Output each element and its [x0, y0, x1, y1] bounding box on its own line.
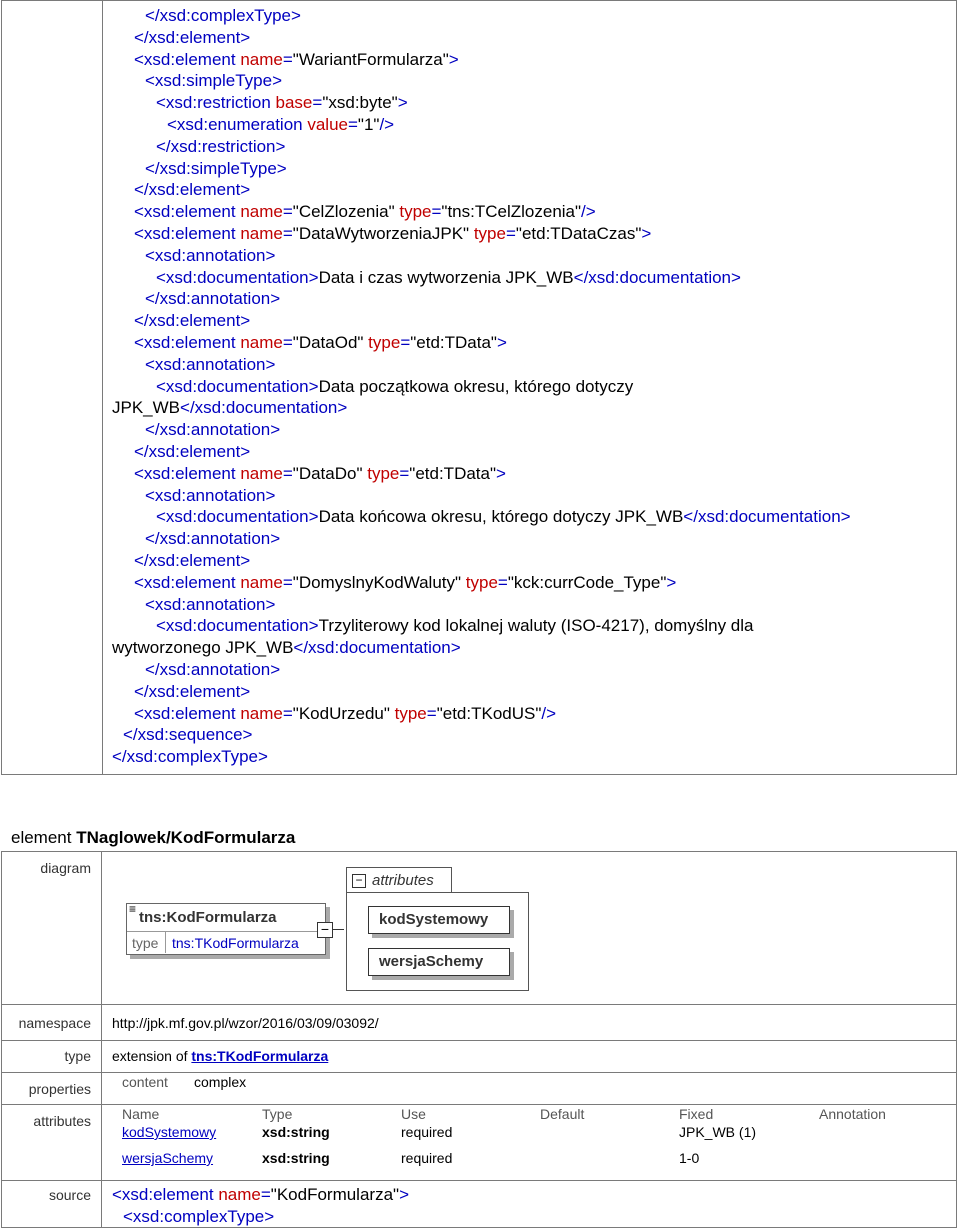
attribute-row-type: xsd:string	[262, 1124, 330, 1140]
code-token: </xsd:annotation>	[145, 289, 281, 309]
code-line	[112, 1206, 409, 1228]
attributes-collapse-icon[interactable]: −	[352, 874, 366, 888]
element-heading-prefix: element	[11, 828, 77, 847]
properties-key: content	[122, 1074, 168, 1090]
code-token: name	[240, 703, 283, 723]
code-token: "etd:TData"	[410, 332, 497, 352]
code-token: name	[240, 572, 283, 592]
code-token: "DataDo"	[292, 463, 368, 483]
code-token: <xsd:element	[134, 703, 241, 723]
attribute-row-name-link[interactable]: wersjaSchemy	[122, 1150, 214, 1166]
namespace-label: namespace	[2, 1005, 102, 1040]
code-token: <xsd:element	[134, 463, 241, 483]
code-token: >	[448, 49, 459, 69]
code-token: "etd:TDataCzas"	[515, 223, 642, 243]
code-token: />	[581, 202, 596, 222]
code-token: "WariantFormularza"	[292, 49, 449, 69]
source-code-block	[112, 5, 952, 768]
code-token: =	[312, 93, 323, 113]
code-token: name	[240, 332, 283, 352]
code-token: =	[505, 223, 516, 243]
code-token: </xsd:documentation>	[293, 638, 461, 658]
element-type-value: tns:TKodFormularza	[172, 935, 299, 951]
code-token: "DataWytworzeniaJPK"	[292, 223, 474, 243]
code-line	[112, 615, 952, 637]
code-token: =	[347, 114, 358, 134]
code-line	[112, 703, 952, 725]
code-line	[112, 637, 952, 659]
code-line	[112, 179, 952, 201]
code-line	[112, 485, 952, 507]
code-token: <xsd:simpleType>	[145, 71, 283, 91]
code-token: </xsd:documentation>	[180, 398, 348, 418]
code-line	[112, 310, 952, 332]
code-token: =	[282, 223, 293, 243]
code-token: <xsd:element	[134, 49, 241, 69]
code-token: name	[240, 223, 283, 243]
code-token: <xsd:element	[134, 223, 241, 243]
code-token: "etd:TKodUS"	[436, 703, 542, 723]
attributes-container	[346, 892, 529, 991]
code-token: </xsd:annotation>	[145, 529, 281, 549]
element-heading-name: TNaglowek/KodFormularza	[76, 828, 296, 847]
code-line	[112, 354, 952, 376]
code-token: <xsd:element	[134, 572, 241, 592]
namespace-row	[2, 1005, 956, 1041]
code-line	[112, 114, 952, 136]
code-token: </xsd:element>	[134, 27, 251, 47]
code-token: "tns:TCelZlozenia"	[441, 202, 582, 222]
code-token: name	[240, 202, 283, 222]
code-token: >	[399, 1185, 409, 1204]
code-token: >	[496, 332, 507, 352]
header-name: Name	[122, 1106, 160, 1122]
code-token: </xsd:element>	[134, 441, 251, 461]
code-line	[112, 92, 952, 114]
code-token: <xsd:element	[134, 332, 241, 352]
code-line	[112, 267, 952, 289]
attribute-row-fixed: 1-0	[679, 1150, 700, 1166]
code-token: name	[240, 463, 283, 483]
header-annotation: Annotation	[819, 1106, 886, 1122]
attribute-box-kodsystemowy[interactable]	[368, 906, 510, 934]
properties-value: complex	[194, 1074, 247, 1090]
element-type-label: type	[132, 935, 159, 951]
code-token: =	[282, 332, 293, 352]
type-row	[2, 1041, 956, 1073]
code-line	[112, 681, 952, 703]
code-line	[112, 27, 952, 49]
code-token: "KodUrzedu"	[292, 703, 395, 723]
code-line	[112, 724, 952, 746]
code-token: "KodFormularza"	[270, 1185, 400, 1204]
namespace-value: http://jpk.mf.gov.pl/wzor/2016/03/09/03092/	[112, 1015, 379, 1031]
code-line	[112, 288, 952, 310]
code-line	[112, 463, 952, 485]
code-token: <xsd:complexType>	[123, 1206, 275, 1226]
type-link[interactable]: tns:TKodFormularza	[191, 1048, 329, 1064]
code-token: />	[541, 703, 557, 723]
code-token: "CelZlozenia"	[292, 202, 400, 222]
code-token: </xsd:restriction>	[156, 136, 286, 156]
code-token: >	[666, 572, 677, 592]
code-token: "1"	[357, 114, 380, 134]
attribute-row-fixed: JPK_WB (1)	[679, 1124, 757, 1140]
code-token: type	[399, 202, 432, 222]
code-token: "DomyslnyKodWaluty"	[292, 572, 466, 592]
code-line	[112, 506, 952, 528]
attribute-row-use: required	[401, 1150, 453, 1166]
attributes-tab	[346, 867, 452, 894]
code-token: =	[282, 463, 293, 483]
code-token: =	[400, 332, 411, 352]
header-use: Use	[401, 1106, 426, 1122]
code-line	[112, 397, 952, 419]
code-line	[112, 376, 952, 398]
code-line	[112, 245, 952, 267]
code-token: </xsd:element>	[134, 681, 251, 701]
connector-line	[332, 929, 344, 930]
code-line	[112, 572, 952, 594]
code-line	[112, 5, 952, 27]
code-token: "kck:currCode_Type"	[507, 572, 667, 592]
code-token: </xsd:complexType>	[112, 747, 268, 767]
diagram-area	[102, 852, 957, 1004]
element-detail-table	[1, 851, 957, 1228]
code-line	[112, 594, 952, 616]
code-token: =	[426, 703, 437, 723]
code-token: <xsd:element	[112, 1185, 219, 1204]
code-token: "DataOd"	[292, 332, 369, 352]
attribute-box-wersjaschemy[interactable]	[368, 948, 510, 976]
code-token: base	[275, 93, 313, 113]
code-token: type	[368, 332, 401, 352]
code-token: <xsd:annotation>	[145, 245, 276, 265]
collapse-toggle-icon[interactable]: −	[317, 922, 333, 938]
code-token: </xsd:sequence>	[123, 725, 253, 745]
code-token: <xsd:restriction	[156, 93, 276, 113]
code-token: =	[399, 463, 410, 483]
code-token: =	[282, 703, 293, 723]
code-token: Data początkowa okresu, którego dotyczy	[318, 376, 634, 396]
code-token: <xsd:enumeration	[167, 114, 308, 134]
code-token: value	[307, 114, 348, 134]
code-line	[112, 223, 952, 245]
type-prefix: extension of	[112, 1048, 192, 1064]
element-heading	[11, 828, 295, 848]
code-token: <xsd:documentation>	[156, 376, 319, 396]
code-token: Data końcowa okresu, którego dotyczy JPK_WB	[318, 507, 684, 527]
code-token: <xsd:documentation>	[156, 507, 319, 527]
code-token: Data i czas wytworzenia JPK_WB	[318, 267, 574, 287]
code-token: "xsd:byte"	[322, 93, 398, 113]
code-token: </xsd:element>	[134, 180, 251, 200]
source-label: source	[2, 1181, 102, 1228]
attribute-name: kodSystemowy	[379, 911, 489, 928]
code-token: </xsd:annotation>	[145, 659, 281, 679]
code-token: =	[282, 202, 293, 222]
code-token: "etd:TData"	[409, 463, 497, 483]
code-line	[112, 332, 952, 354]
code-token: />	[379, 114, 395, 134]
code-line	[112, 70, 952, 92]
code-token: Trzyliterowy kod lokalnej waluty (ISO-4217), domyślny dla	[318, 616, 754, 636]
code-line	[112, 659, 952, 681]
code-token: type	[465, 572, 498, 592]
code-token: =	[497, 572, 508, 592]
code-token: </xsd:complexType>	[145, 6, 301, 25]
attribute-row-use: required	[401, 1124, 453, 1140]
code-line	[112, 419, 952, 441]
code-token: =	[431, 202, 442, 222]
code-token: </xsd:documentation>	[683, 507, 851, 527]
code-token: <xsd:element	[134, 202, 241, 222]
code-line	[112, 528, 952, 550]
element-doc-icon: ≡	[129, 902, 137, 916]
code-line	[112, 49, 952, 71]
code-token: =	[260, 1185, 271, 1204]
attributes-label: attributes	[2, 1105, 102, 1180]
header-type: Type	[262, 1106, 293, 1122]
label-column	[2, 1, 103, 774]
code-token: wytworzonego JPK_WB	[112, 638, 294, 658]
code-line	[112, 136, 952, 158]
header-fixed: Fixed	[679, 1106, 714, 1122]
code-token: >	[641, 223, 652, 243]
code-token: <xsd:documentation>	[156, 267, 319, 287]
attributes-title: attributes	[372, 872, 434, 889]
code-line	[112, 201, 952, 223]
code-token: >	[397, 93, 408, 113]
code-token: name	[218, 1185, 261, 1204]
attribute-row-type: xsd:string	[262, 1150, 330, 1166]
code-token: <xsd:annotation>	[145, 354, 276, 374]
diagram-row	[2, 852, 956, 1005]
code-token: >	[496, 463, 506, 483]
code-token: name	[240, 49, 283, 69]
header-default: Default	[540, 1106, 585, 1122]
code-token: type	[394, 703, 427, 723]
element-box[interactable]	[126, 903, 326, 955]
properties-row	[2, 1073, 956, 1105]
source-code-table	[1, 0, 957, 775]
code-token: =	[282, 49, 293, 69]
attribute-row-name-link[interactable]: kodSystemowy	[122, 1124, 217, 1140]
code-token: </xsd:element>	[134, 311, 251, 331]
code-token: type	[473, 223, 506, 243]
code-token: </xsd:simpleType>	[145, 158, 287, 178]
properties-label: properties	[2, 1073, 102, 1104]
code-token: type	[367, 463, 400, 483]
code-token: <xsd:annotation>	[145, 485, 276, 505]
code-token: <xsd:annotation>	[145, 594, 276, 614]
attributes-row	[2, 1105, 956, 1181]
type-label: type	[2, 1041, 102, 1072]
code-token: =	[282, 572, 293, 592]
code-token: </xsd:element>	[134, 550, 251, 570]
code-token: </xsd:documentation>	[573, 267, 741, 287]
code-line	[112, 158, 952, 180]
code-line	[112, 746, 952, 768]
code-token: JPK_WB	[112, 398, 181, 418]
code-token: </xsd:annotation>	[145, 420, 281, 440]
code-line	[112, 550, 952, 572]
diagram-label: diagram	[2, 852, 102, 1004]
source-row	[2, 1181, 956, 1228]
code-line	[112, 441, 952, 463]
code-token: <xsd:documentation>	[156, 616, 319, 636]
code-line	[112, 1184, 409, 1206]
attribute-name: wersjaSchemy	[379, 953, 484, 970]
source-code-snippet	[112, 1184, 409, 1228]
element-name: tns:KodFormularza	[139, 909, 277, 926]
